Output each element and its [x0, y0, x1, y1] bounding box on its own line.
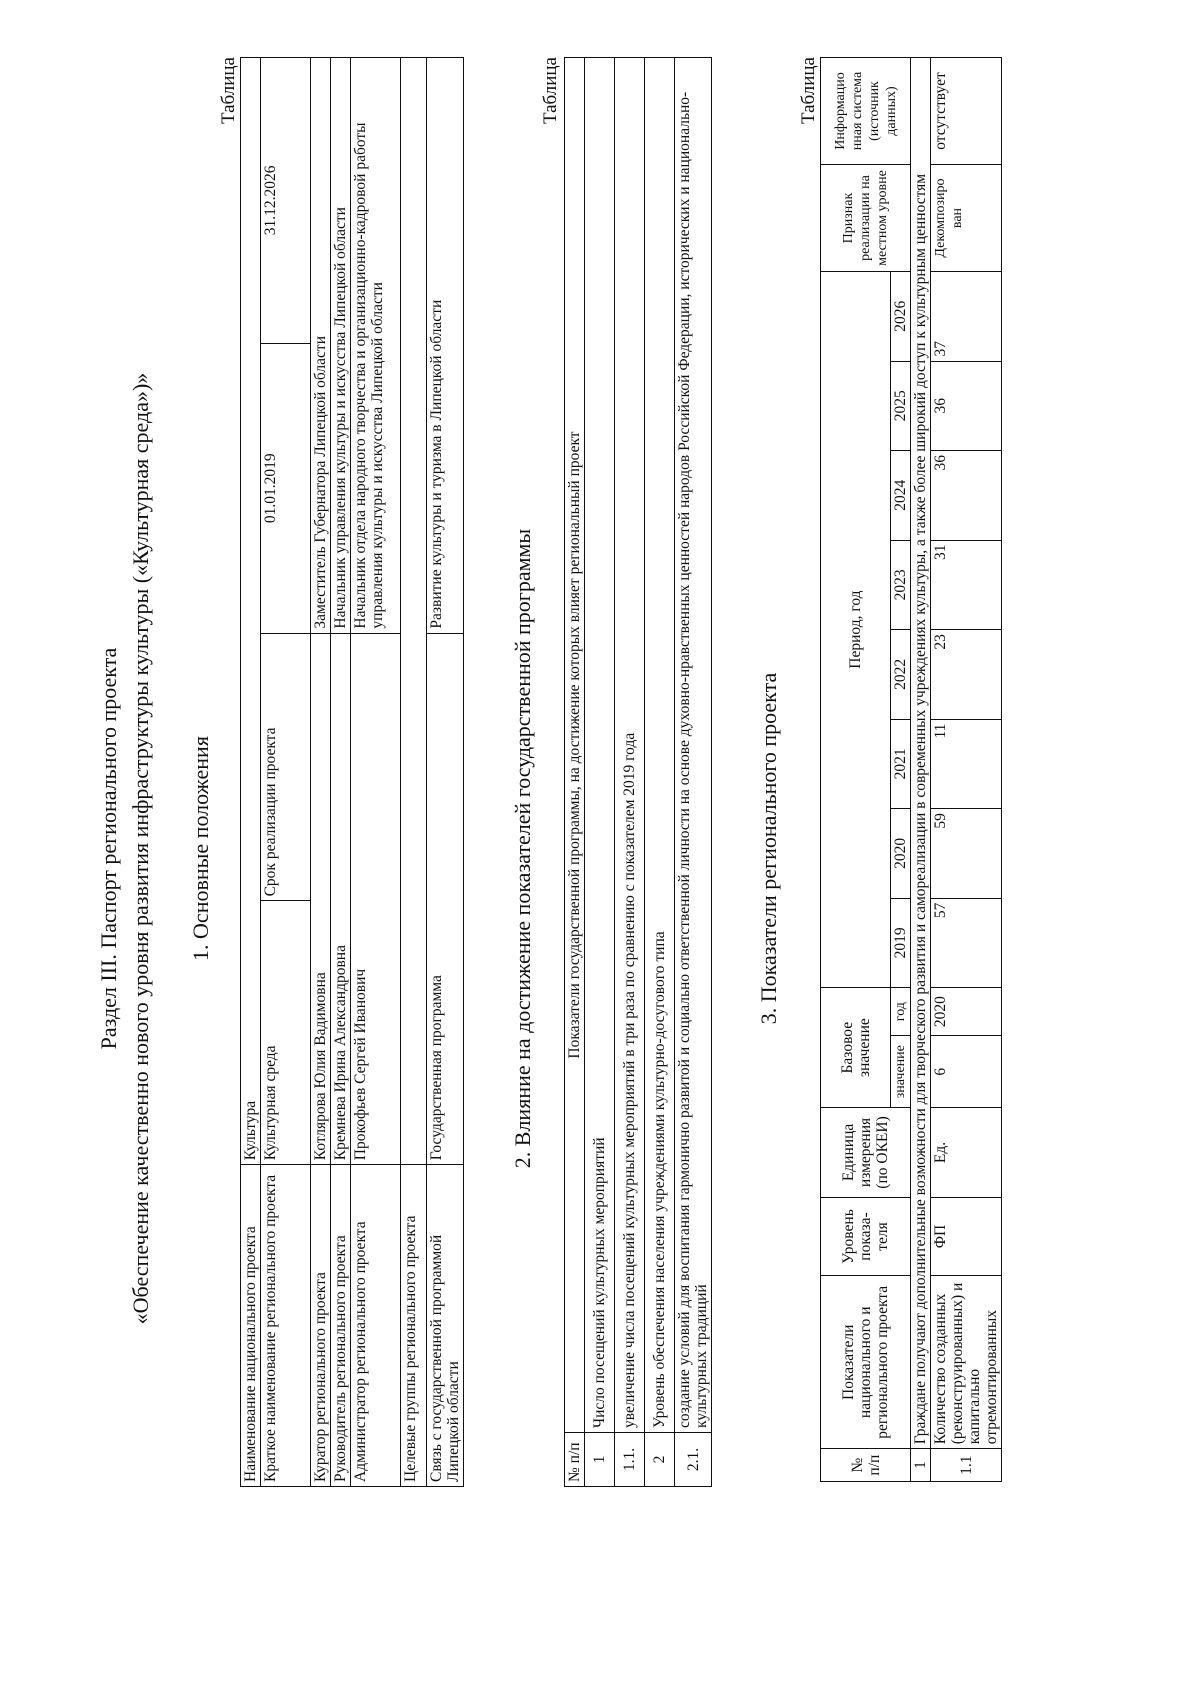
cell-label: Срок реализации проекта: [261, 633, 311, 901]
cell-label: Руководитель регионального проекта: [331, 1165, 351, 1487]
row-num: 1.1: [931, 1449, 1002, 1482]
term-start: 01.01.2019: [261, 343, 311, 633]
row-year-value: 11: [931, 719, 1002, 809]
row-text: Число посещений культурных мероприятий: [585, 58, 615, 1433]
cell-label: Связь с государственной программой Липецкой области: [427, 1165, 464, 1487]
cell-value: Культура: [241, 58, 261, 1165]
row-num: 2.1.: [675, 1433, 712, 1487]
hdr-year: 2026: [891, 272, 911, 362]
basic-info-table: [240, 57, 464, 1487]
section3-heading: 3. Показатели регионального проекта: [756, 672, 781, 1025]
hdr-year: 2020: [891, 809, 911, 899]
row-year-value: 36: [931, 451, 1002, 541]
hdr-base: Базовое значение: [821, 988, 891, 1108]
hdr-year: 2023: [891, 540, 911, 630]
cell-value: Заместитель Губернатора Липецкой области: [311, 58, 331, 634]
hdr-year: 2025: [891, 361, 911, 451]
cell-label: Администратор регионального проекта: [351, 1165, 401, 1487]
hdr-period: Период, год: [821, 272, 891, 988]
col-num-header: № п/п: [565, 1433, 585, 1487]
project-indicators-table: [820, 57, 1002, 1482]
section1-table-label: Таблица: [218, 57, 239, 125]
hdr-year: 2019: [891, 898, 911, 988]
hdr-num: № п/п: [821, 1449, 911, 1482]
row-num: 1: [585, 1433, 615, 1487]
cell-value-empty: [401, 58, 427, 1165]
row-year-value: 23: [931, 630, 1002, 720]
section2-table-label: Таблица: [540, 57, 561, 125]
row-base-year: 2020: [931, 988, 1002, 1036]
hdr-level: Уровень показа-теля: [821, 1197, 911, 1276]
hdr-local: Признак реализации на местном уровне: [821, 165, 911, 272]
row-unit: Ед.: [931, 1108, 1002, 1198]
cell-label: Наименование национального проекта: [241, 1165, 261, 1487]
row-base-value: 6: [931, 1036, 1002, 1108]
cell-label: Краткое наименование регионального проекта: [261, 1165, 311, 1487]
row-num: 2: [645, 1433, 675, 1487]
row-level: ФП: [931, 1197, 1002, 1276]
section1-heading: 1. Основные положения: [188, 736, 213, 961]
hdr-indicator: Показатели национального и регионального проекта: [821, 1276, 911, 1449]
section3-table-label: Таблица: [798, 57, 819, 125]
hdr-year: 2024: [891, 451, 911, 541]
term-end: 31.12.2026: [261, 58, 311, 344]
page-title: Раздел III. Паспорт регионального проекта: [96, 647, 121, 1050]
row-year-value: 37: [931, 272, 1002, 362]
cell-value: Государственная программа: [427, 633, 464, 1165]
hdr-year: 2021: [891, 719, 911, 809]
page-subtitle: «Обеспечение качественно нового уровня развития инфраструктуры культуры («Культурная среда»)»: [128, 372, 153, 1325]
row-year-value: 31: [931, 540, 1002, 630]
cell-value: Культурная среда: [261, 901, 311, 1165]
cell-value: Развитие культуры и туризма в Липецкой области: [427, 58, 464, 634]
hdr-info: Информацио нная система (источник данных): [821, 58, 911, 165]
hdr-base-year: год: [891, 988, 911, 1036]
cell-label: Целевые группы регионального проекта: [401, 1165, 427, 1487]
row-year-value: 36: [931, 361, 1002, 451]
program-indicators-table: [564, 57, 712, 1487]
cell-label: Куратор регионального проекта: [311, 1165, 331, 1487]
section2-heading: 2. Влияние на достижение показателей государственной программы: [510, 528, 535, 1169]
row-indicator: Количество созданных (реконструированных) и капитально отремонтированных: [931, 1276, 1002, 1449]
cell-value: Начальник отдела народного творчества и организационно-кадровой работы управления культуры и искусства Липецкой области: [351, 58, 401, 634]
hdr-year: 2022: [891, 630, 911, 720]
row-local: Декомпозиро ван: [931, 165, 1002, 272]
col-text-header: Показатели государственной программы, на достижение которых влияет региональный проект: [565, 58, 585, 1433]
row-year-value: 59: [931, 809, 1002, 899]
cell-value: Прокофьев Сергей Иванович: [351, 633, 401, 1165]
row-text: увеличение числа посещений культурных мероприятий в три раза по сравнению с показателем 2019 года: [615, 58, 645, 1433]
row-info: отсутствует: [931, 58, 1002, 165]
row-year-value: 57: [931, 898, 1002, 988]
cell-value: Котлярова Юлия Вадимовна: [311, 633, 331, 1165]
hdr-unit: Единица измерения (по ОКЕИ): [821, 1108, 911, 1198]
row-text: создание условий для воспитания гармонично развитой и социально ответственной личности на основе духовно-нравственных ценностей народов Российской Федерации, исторических и национально-культурных традиций: [675, 58, 712, 1433]
cell-value: Кремнева Ирина Александровна: [331, 633, 351, 1165]
group-num: 1: [911, 1449, 931, 1482]
cell-value: Начальник управления культуры и искусства Липецкой области: [331, 58, 351, 634]
group-text: Граждане получают дополнительные возможности для творческого развития и самореализации в современных учреждениях культуры, а также более широкий доступ к культурным ценностям: [911, 58, 931, 1449]
row-text: Уровень обеспечения населения учреждениями культурно-досугового типа: [645, 58, 675, 1433]
hdr-base-value: значение: [891, 1036, 911, 1108]
row-num: 1.1.: [615, 1433, 645, 1487]
